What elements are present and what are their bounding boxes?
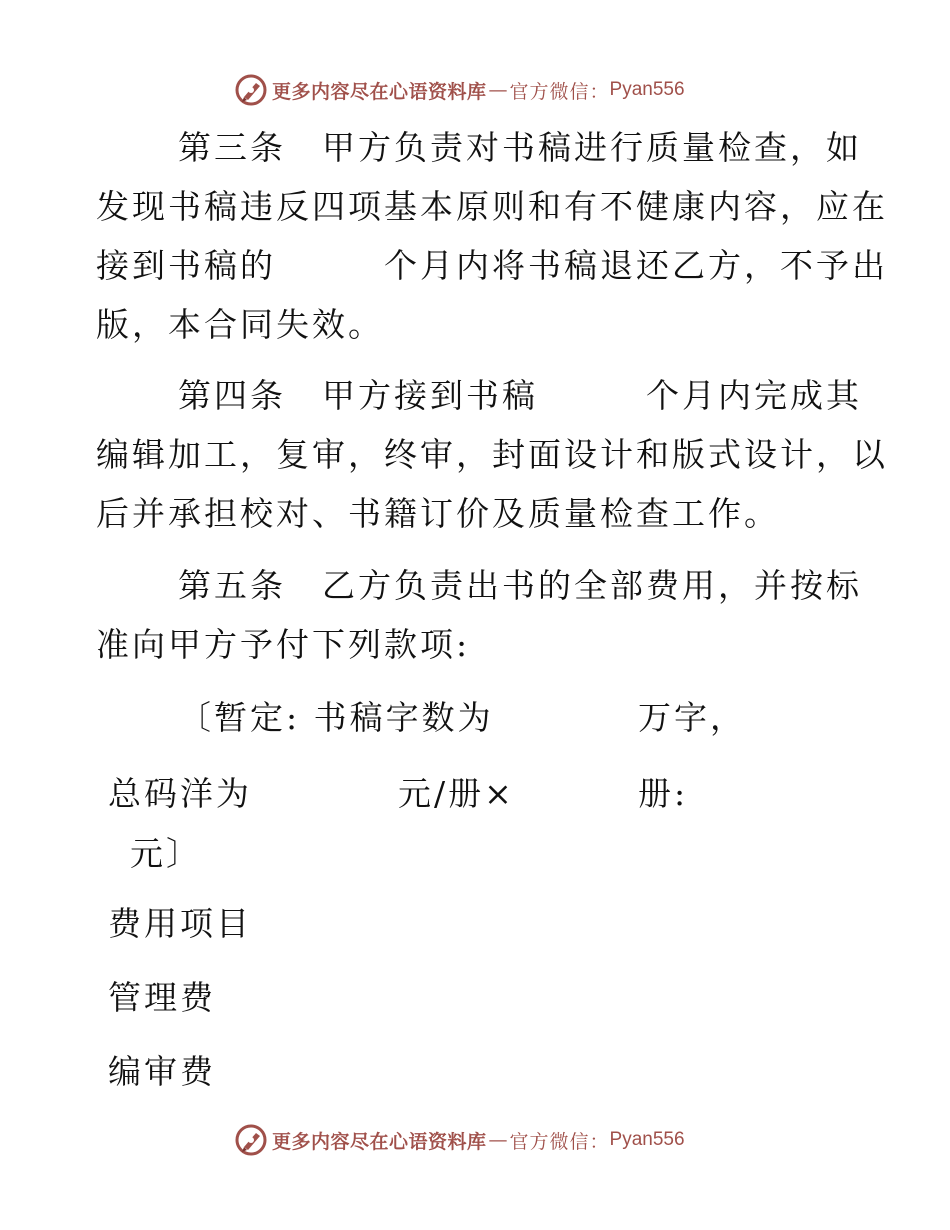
total-price-label: 总码洋为 [108, 774, 252, 813]
article-4-line-3: 后并承担校对、书籍订价及质量检查工作。 [96, 494, 780, 533]
copies-label: 册: [638, 774, 689, 813]
provisional-closing: 元〕 [130, 834, 202, 873]
banner-official-label: 官方微信： [509, 80, 610, 103]
banner-dash: — [488, 79, 508, 101]
article-3-line-3a: 接到书稿的 [96, 246, 276, 285]
article-4-line-2: 编辑加工，复审，终审，封面设计和版式设计，以 [96, 435, 888, 474]
watermark-banner-top [0, 70, 950, 110]
article-3-line-2: 发现书稿违反四项基本原则和有不健康内容，应在 [96, 187, 888, 226]
provisional-word-count-label: 〔暂定: 书稿字数为 [178, 698, 494, 737]
provisional-word-count-unit: 万字， [638, 698, 746, 737]
fee-item-editorial: 编审费 [108, 1052, 216, 1091]
article-3-line-3b: 个月内将书稿退还乙方，不予出 [384, 246, 888, 285]
article-5 [96, 556, 862, 674]
fee-items-header: 费用项目 [108, 904, 252, 943]
pen-logo-icon [234, 73, 268, 107]
watermark-banner-bottom [0, 1120, 950, 1160]
banner-wechat-id: Pyan556 [609, 1129, 685, 1150]
article-3-line-3 [96, 236, 888, 295]
article-4-line-1 [96, 366, 862, 425]
pen-logo-icon [234, 1123, 268, 1157]
banner-slogan: 更多内容尽在心语资料库 [272, 80, 487, 103]
article-4 [96, 366, 888, 543]
article-4-line-1a: 第四条 甲方接到书稿 [178, 376, 538, 415]
banner-dash: — [488, 1129, 508, 1151]
banner-official-label: 官方微信： [509, 1130, 610, 1153]
article-5-line-2: 准向甲方予付下列款项: [96, 625, 471, 664]
unit-price-label: 元/册× [398, 774, 515, 813]
article-3-line-4: 版，本合同失效。 [96, 305, 384, 344]
banner-slogan: 更多内容尽在心语资料库 [272, 1130, 487, 1153]
article-3-line-1: 第三条 甲方负责对书稿进行质量检查，如 [178, 128, 862, 167]
article-4-line-1b: 个月内完成其 [646, 376, 862, 415]
article-3 [96, 118, 888, 354]
fee-item-management: 管理费 [108, 978, 216, 1017]
article-5-line-1: 第五条 乙方负责出书的全部费用，并按标 [178, 566, 862, 605]
banner-wechat-id: Pyan556 [609, 79, 685, 100]
